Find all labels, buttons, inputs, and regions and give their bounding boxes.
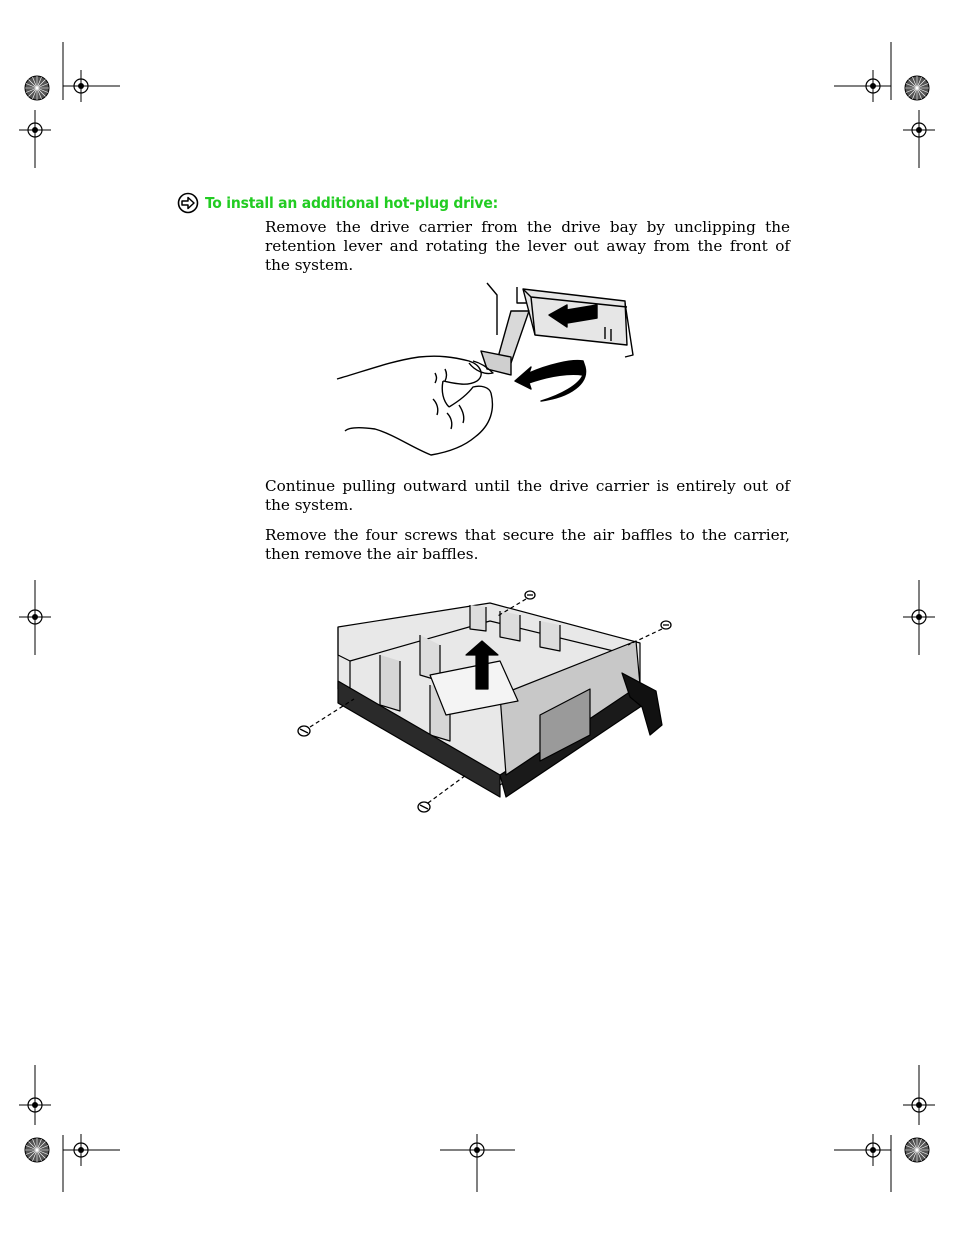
- step-text: Continue pulling outward until the drive carrier is entirely out of the system.: [265, 477, 790, 514]
- step-text: Remove the drive carrier from the drive bay by unclipping the retention lever and rotating the lever out away from the front of the system.: [265, 218, 790, 274]
- air-baffle-screws-illustration: [290, 585, 680, 825]
- drive-carrier-lever-illustration: [335, 275, 655, 465]
- step-text: Remove the four screws that secure the air baffles to the carrier, then remove the air baffles.: [265, 526, 790, 563]
- heading-text: To install an additional hot-plug drive:: [205, 194, 498, 212]
- arrow-right-circle-icon: [177, 192, 199, 214]
- procedure-heading: [177, 192, 498, 214]
